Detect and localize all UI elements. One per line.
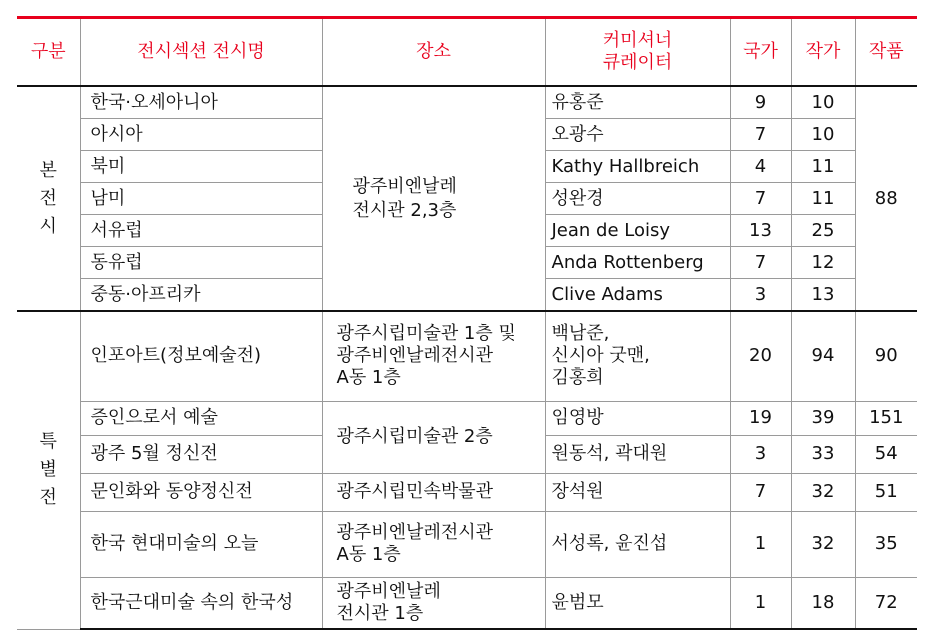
works-count: 51 <box>855 473 917 511</box>
venue-name: 광주시립미술관 2층 <box>322 401 545 473</box>
country-count: 4 <box>730 151 791 183</box>
main-exhibition-label: 본 전 시 <box>17 86 80 311</box>
works-count: 90 <box>855 311 917 401</box>
country-count: 7 <box>730 183 791 215</box>
country-count: 19 <box>730 401 791 435</box>
artist-count: 94 <box>791 311 855 401</box>
header-countries: 국가 <box>730 18 791 87</box>
section-name: 한국·오세아니아 <box>80 86 322 119</box>
country-count: 3 <box>730 435 791 473</box>
country-count: 3 <box>730 279 791 312</box>
country-count: 9 <box>730 86 791 119</box>
table-row <box>17 473 917 511</box>
country-count: 7 <box>730 247 791 279</box>
curator-name: 백남준, 신시아 굿맨, 김홍희 <box>545 311 730 401</box>
venue-name: 광주비엔날레전시관 A동 1층 <box>322 511 545 577</box>
artist-count: 12 <box>791 247 855 279</box>
section-name: 문인화와 동양정신전 <box>80 473 322 511</box>
artist-count: 10 <box>791 86 855 119</box>
header-artists: 작가 <box>791 18 855 87</box>
country-count: 1 <box>730 577 791 629</box>
section-name: 중동·아프리카 <box>80 279 322 312</box>
curator-name: 서성록, 윤진섭 <box>545 511 730 577</box>
artist-count: 18 <box>791 577 855 629</box>
curator-name: 성완경 <box>545 183 730 215</box>
country-count: 7 <box>730 473 791 511</box>
venue-name: 광주비엔날레 전시관 1층 <box>322 577 545 629</box>
country-count: 13 <box>730 215 791 247</box>
curator-name: 유홍준 <box>545 86 730 119</box>
country-count: 1 <box>730 511 791 577</box>
table-row <box>17 86 917 119</box>
artist-count: 13 <box>791 279 855 312</box>
section-name: 증인으로서 예술 <box>80 401 322 435</box>
header-section: 전시섹션 전시명 <box>80 18 322 87</box>
header-works: 작품 <box>855 18 917 87</box>
section-name: 북미 <box>80 151 322 183</box>
artist-count: 10 <box>791 119 855 151</box>
curator-name: 임영방 <box>545 401 730 435</box>
main-exhibition-venue: 광주비엔날레 전시관 2,3층 <box>322 86 545 311</box>
table-row <box>17 577 917 629</box>
curator-name: Jean de Loisy <box>545 215 730 247</box>
curator-name: Kathy Hallbreich <box>545 151 730 183</box>
section-name: 인포아트(정보예술전) <box>80 311 322 401</box>
works-count: 72 <box>855 577 917 629</box>
table-row <box>17 511 917 577</box>
section-name: 한국 현대미술의 오늘 <box>80 511 322 577</box>
artist-count: 32 <box>791 511 855 577</box>
section-name: 남미 <box>80 183 322 215</box>
header-row <box>17 18 917 87</box>
table-row <box>17 401 917 435</box>
header-venue: 장소 <box>322 18 545 87</box>
special-exhibition-label: 특 별 전 <box>17 311 80 629</box>
header-division: 구분 <box>17 18 80 87</box>
artist-count: 11 <box>791 151 855 183</box>
country-count: 20 <box>730 311 791 401</box>
curator-name: 오광수 <box>545 119 730 151</box>
venue-name: 광주시립민속박물관 <box>322 473 545 511</box>
curator-name: Anda Rottenberg <box>545 247 730 279</box>
country-count: 7 <box>730 119 791 151</box>
artist-count: 33 <box>791 435 855 473</box>
artist-count: 11 <box>791 183 855 215</box>
venue-name: 광주시립미술관 1층 및 광주비엔날레전시관 A동 1층 <box>322 311 545 401</box>
section-name: 동유럽 <box>80 247 322 279</box>
section-name: 광주 5월 정신전 <box>80 435 322 473</box>
section-name: 아시아 <box>80 119 322 151</box>
artist-count: 25 <box>791 215 855 247</box>
artist-count: 39 <box>791 401 855 435</box>
section-name: 서유럽 <box>80 215 322 247</box>
works-count: 151 <box>855 401 917 435</box>
works-count: 35 <box>855 511 917 577</box>
exhibition-table <box>17 16 917 630</box>
section-name: 한국근대미술 속의 한국성 <box>80 577 322 629</box>
header-curator: 커미셔너 큐레이터 <box>545 18 730 87</box>
curator-name: 원동석, 곽대원 <box>545 435 730 473</box>
table-row <box>17 311 917 401</box>
artist-count: 32 <box>791 473 855 511</box>
curator-name: 윤범모 <box>545 577 730 629</box>
works-count: 54 <box>855 435 917 473</box>
curator-name: 장석원 <box>545 473 730 511</box>
main-exhibition-works: 88 <box>855 86 917 311</box>
curator-name: Clive Adams <box>545 279 730 312</box>
